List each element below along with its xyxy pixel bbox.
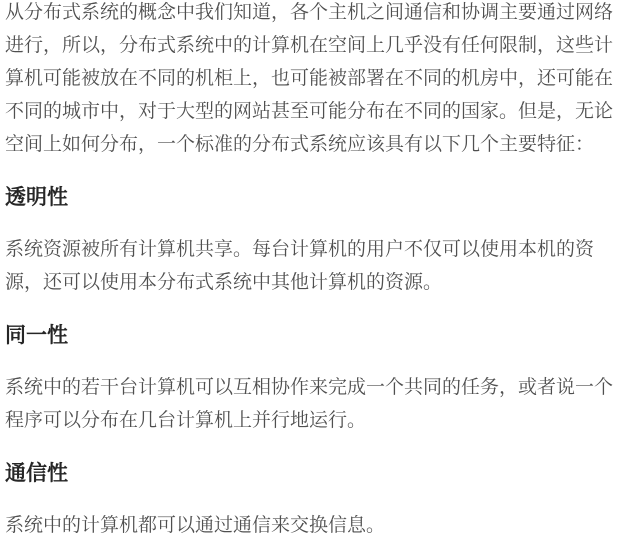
intro-paragraph: 从分布式系统的概念中我们知道，各个主机之间通信和协调主要通过网络进行，所以，分布式系统中的计算机在空间上几乎没有任何限制，这些计算机可能被放在不同的机柜上，也可能被部署在不同的机房中，还可能在不同的城市中，对于大型的网站甚至可能分布在不同的国家。但是，无论空间上如何分布，一个标准的分布式系统应该具有以下几个主要特征： (5, 2, 614, 155)
section-body-uniformity: 系统中的若干台计算机可以互相协作来完成一个共同的任务，或者说一个程序可以分布在几台计算机上并行地运行。 (5, 377, 614, 431)
article-content (5, 0, 624, 542)
section-body-communication: 系统中的计算机都可以通过通信来交换信息。 (5, 515, 386, 536)
section-heading-communication: 通信性 (5, 462, 68, 485)
section-body-transparency: 系统资源被所有计算机共享。每台计算机的用户不仅可以使用本机的资源，还可以使用本分布式系统中其他计算机的资源。 (5, 239, 595, 293)
section-heading-uniformity: 同一性 (5, 324, 68, 347)
section-heading-transparency: 透明性 (5, 186, 68, 209)
